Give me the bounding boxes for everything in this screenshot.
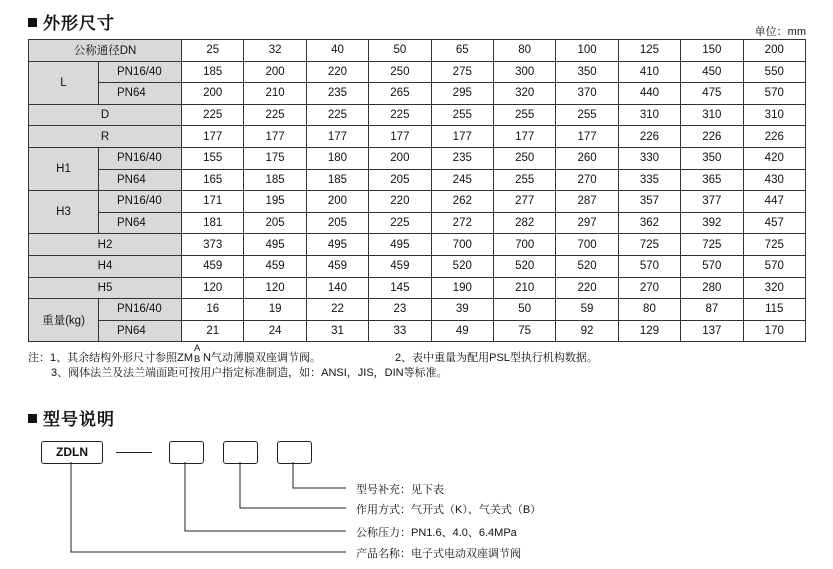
leader-line-product-name	[71, 462, 346, 552]
table-cell: 137	[681, 320, 743, 342]
table-cell: 177	[306, 126, 368, 148]
table-cell: 59	[556, 299, 618, 321]
row-label: H2	[29, 234, 182, 256]
table-cell: 377	[681, 191, 743, 213]
table-cell: 265	[369, 83, 431, 105]
table-cell: 185	[182, 61, 244, 83]
sub-label: PN64	[99, 320, 182, 342]
table-cell: 177	[182, 126, 244, 148]
table-cell: 335	[618, 169, 680, 191]
table-cell: 255	[493, 169, 555, 191]
table-cell: 185	[244, 169, 306, 191]
table-cell: 225	[369, 212, 431, 234]
dn-cell: 25	[182, 40, 244, 62]
table-cell: 350	[681, 147, 743, 169]
table-cell: 459	[306, 255, 368, 277]
dn-cell: 65	[431, 40, 493, 62]
table-cell: 300	[493, 61, 555, 83]
table-cell: 75	[493, 320, 555, 342]
table-cell: 177	[431, 126, 493, 148]
table-cell: 280	[681, 277, 743, 299]
table-cell: 50	[493, 299, 555, 321]
table-cell: 115	[743, 299, 805, 321]
table-cell: 447	[743, 191, 805, 213]
table-cell: 205	[244, 212, 306, 234]
table-cell: 225	[182, 104, 244, 126]
table-cell: 459	[244, 255, 306, 277]
table-cell: 21	[182, 320, 244, 342]
dn-cell: 100	[556, 40, 618, 62]
table-cell: 220	[369, 191, 431, 213]
table-cell: 140	[306, 277, 368, 299]
dn-cell: 200	[743, 40, 805, 62]
table-cell: 392	[681, 212, 743, 234]
table-cell: 177	[556, 126, 618, 148]
leader-line-pressure	[185, 462, 346, 531]
table-cell: 520	[431, 255, 493, 277]
table-cell: 310	[618, 104, 680, 126]
table-cell: 495	[244, 234, 306, 256]
table-cell: 320	[493, 83, 555, 105]
table-cell: 457	[743, 212, 805, 234]
leader-line-supplement	[293, 462, 346, 488]
note-3: 3、阀体法兰及法兰端面距可按用户指定标准制造，如：ANSI，JIS，DIN等标准。	[51, 367, 448, 379]
dn-cell: 150	[681, 40, 743, 62]
table-cell: 700	[493, 234, 555, 256]
table-cell: 22	[306, 299, 368, 321]
table-cell: 520	[556, 255, 618, 277]
table-cell: 226	[743, 126, 805, 148]
table-cell: 235	[306, 83, 368, 105]
table-cell: 80	[618, 299, 680, 321]
group-label: H3	[29, 191, 99, 234]
label-action-mode: 作用方式：气开式（K）、气关式（B）	[356, 504, 542, 516]
table-cell: 200	[182, 83, 244, 105]
table-cell: 270	[618, 277, 680, 299]
table-cell: 297	[556, 212, 618, 234]
table-cell: 120	[182, 277, 244, 299]
table-cell: 350	[556, 61, 618, 83]
table-cell: 370	[556, 83, 618, 105]
table-cell: 362	[618, 212, 680, 234]
table-cell: 520	[493, 255, 555, 277]
sub-label: PN16/40	[99, 147, 182, 169]
table-cell: 410	[618, 61, 680, 83]
table-cell: 220	[306, 61, 368, 83]
table-cell: 226	[618, 126, 680, 148]
table-cell: 459	[182, 255, 244, 277]
table-cell: 373	[182, 234, 244, 256]
table-cell: 24	[244, 320, 306, 342]
table-cell: 33	[369, 320, 431, 342]
sub-label: PN16/40	[99, 299, 182, 321]
sub-label: PN64	[99, 83, 182, 105]
table-cell: 550	[743, 61, 805, 83]
section-title-dimensions: 外形尺寸	[28, 9, 115, 34]
table-cell: 220	[556, 277, 618, 299]
table-cell: 49	[431, 320, 493, 342]
table-cell: 210	[244, 83, 306, 105]
note-1: 注：1、其余结构外形尺寸参照ZM A B N气动薄膜双座调节阀。	[28, 343, 321, 365]
table-cell: 495	[306, 234, 368, 256]
row-label: 公称通径DN	[29, 40, 182, 62]
table-cell: 19	[244, 299, 306, 321]
table-cell: 210	[493, 277, 555, 299]
table-cell: 92	[556, 320, 618, 342]
table-cell: 177	[493, 126, 555, 148]
group-label: 重量(kg)	[29, 299, 99, 342]
table-cell: 23	[369, 299, 431, 321]
table-cell: 495	[369, 234, 431, 256]
table-cell: 177	[244, 126, 306, 148]
dn-cell: 40	[306, 40, 368, 62]
table-cell: 225	[306, 104, 368, 126]
table-cell: 459	[369, 255, 431, 277]
table-cell: 255	[556, 104, 618, 126]
table-cell: 205	[306, 212, 368, 234]
table-cell: 310	[743, 104, 805, 126]
table-cell: 420	[743, 147, 805, 169]
table-cell: 270	[556, 169, 618, 191]
dn-cell: 50	[369, 40, 431, 62]
table-cell: 570	[681, 255, 743, 277]
table-cell: 357	[618, 191, 680, 213]
table-cell: 177	[369, 126, 431, 148]
table-cell: 226	[681, 126, 743, 148]
group-label: H1	[29, 147, 99, 190]
table-cell: 180	[306, 147, 368, 169]
table-cell: 129	[618, 320, 680, 342]
unit-label: 单位：mm	[754, 26, 806, 38]
sub-label: PN64	[99, 212, 182, 234]
table-cell: 155	[182, 147, 244, 169]
table-cell: 200	[369, 147, 431, 169]
model-code-box: ZDLN	[41, 441, 103, 464]
table-cell: 181	[182, 212, 244, 234]
row-label: H5	[29, 277, 182, 299]
table-cell: 175	[244, 147, 306, 169]
table-cell: 170	[743, 320, 805, 342]
table-cell: 205	[369, 169, 431, 191]
table-cell: 16	[182, 299, 244, 321]
table-cell: 320	[743, 277, 805, 299]
table-cell: 275	[431, 61, 493, 83]
table-cell: 282	[493, 212, 555, 234]
table-cell: 277	[493, 191, 555, 213]
table-cell: 225	[369, 104, 431, 126]
table-cell: 725	[681, 234, 743, 256]
table-cell: 440	[618, 83, 680, 105]
table-cell: 700	[431, 234, 493, 256]
table-cell: 260	[556, 147, 618, 169]
sub-label: PN16/40	[99, 61, 182, 83]
table-cell: 310	[681, 104, 743, 126]
table-cell: 200	[244, 61, 306, 83]
dn-cell: 32	[244, 40, 306, 62]
sub-label: PN64	[99, 169, 182, 191]
table-cell: 287	[556, 191, 618, 213]
table-cell: 245	[431, 169, 493, 191]
table-cell: 165	[182, 169, 244, 191]
group-label: L	[29, 61, 99, 104]
table-cell: 700	[556, 234, 618, 256]
table-cell: 250	[493, 147, 555, 169]
table-cell: 120	[244, 277, 306, 299]
table-cell: 255	[431, 104, 493, 126]
table-cell: 255	[493, 104, 555, 126]
table-cell: 570	[743, 255, 805, 277]
dn-cell: 80	[493, 40, 555, 62]
row-label: D	[29, 104, 182, 126]
table-cell: 31	[306, 320, 368, 342]
ab-stack: A B	[194, 343, 201, 365]
table-cell: 190	[431, 277, 493, 299]
table-cell: 330	[618, 147, 680, 169]
table-cell: 430	[743, 169, 805, 191]
row-label: R	[29, 126, 182, 148]
note-2: 2、表中重量为配用PSL型执行机构数据。	[395, 352, 598, 364]
table-cell: 570	[618, 255, 680, 277]
table-cell: 39	[431, 299, 493, 321]
table-cell: 200	[306, 191, 368, 213]
section-title-model: 型号说明	[28, 405, 115, 430]
table-cell: 235	[431, 147, 493, 169]
label-supplement: 型号补充：见下表	[356, 484, 444, 496]
table-cell: 272	[431, 212, 493, 234]
label-nominal-pressure: 公称压力：PN1.6、4.0、6.4MPa	[356, 527, 517, 539]
table-cell: 725	[618, 234, 680, 256]
table-cell: 475	[681, 83, 743, 105]
table-cell: 225	[244, 104, 306, 126]
row-label: H4	[29, 255, 182, 277]
table-cell: 262	[431, 191, 493, 213]
table-cell: 87	[681, 299, 743, 321]
table-cell: 250	[369, 61, 431, 83]
table-cell: 185	[306, 169, 368, 191]
table-cell: 450	[681, 61, 743, 83]
table-cell: 570	[743, 83, 805, 105]
table-cell: 365	[681, 169, 743, 191]
table-cell: 171	[182, 191, 244, 213]
label-product-name: 产品名称：电子式电动双座调节阀	[356, 548, 521, 560]
table-cell: 295	[431, 83, 493, 105]
sub-label: PN16/40	[99, 191, 182, 213]
table-cell: 725	[743, 234, 805, 256]
dn-cell: 125	[618, 40, 680, 62]
table-cell: 195	[244, 191, 306, 213]
table-cell: 145	[369, 277, 431, 299]
